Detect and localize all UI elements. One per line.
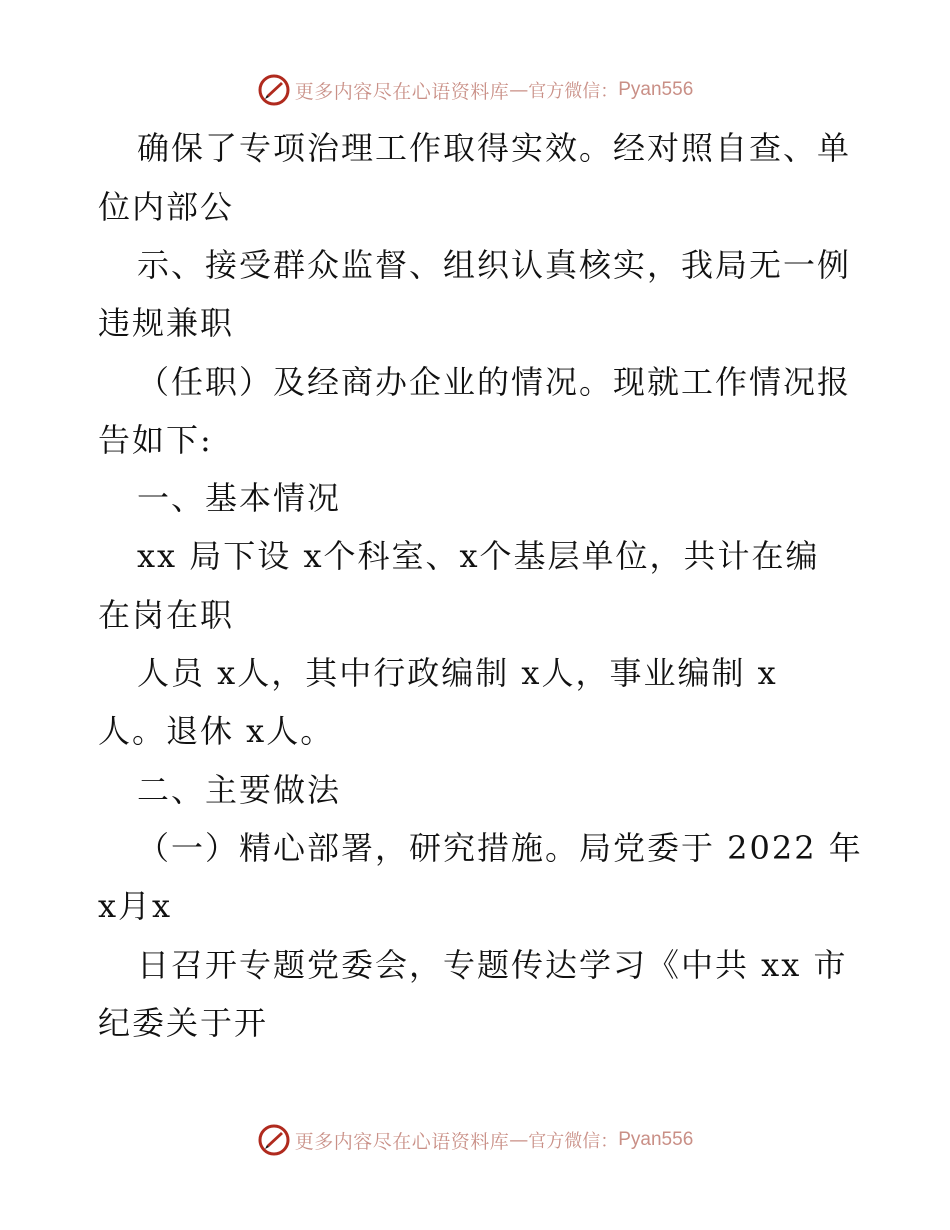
text-line: 人。退休 x人。	[98, 712, 335, 750]
banner-wechat-label: 官方微信：	[528, 81, 619, 102]
banner-dash: —	[509, 79, 529, 101]
logo-icon	[257, 1123, 291, 1157]
logo-icon	[257, 73, 291, 107]
text-line: 示、接受群众监督、组织认真核实，我局无一例	[137, 246, 852, 284]
banner-dash: —	[509, 1129, 529, 1151]
text-line: 违规兼职	[98, 304, 235, 342]
text-line: 确保了专项治理工作取得实效。经对照自查、单	[137, 129, 852, 167]
footer-banner	[0, 1120, 950, 1160]
banner-slogan: 更多内容尽在心语资料库	[294, 80, 510, 103]
text-line: 告如下:	[98, 421, 213, 459]
text-line: 位内部公	[98, 188, 235, 226]
banner-wechat-id: Pyan556	[618, 1129, 694, 1150]
text-line: 人员 x人，其中行政编制 x人，事业编制 x	[137, 654, 778, 692]
text-line: x月x	[98, 887, 173, 925]
banner-wechat-id: Pyan556	[618, 79, 694, 100]
banner-slogan: 更多内容尽在心语资料库	[294, 1130, 510, 1153]
text-line: 日召开专题党委会，专题传达学习《中共 xx 市	[137, 946, 848, 984]
header-banner	[0, 70, 950, 110]
text-line: 在岗在职	[98, 596, 235, 634]
banner-wechat-label: 官方微信：	[528, 1131, 619, 1152]
text-line: （任职）及经商办企业的情况。现就工作情况报	[137, 363, 852, 401]
text-line: xx 局下设 x个科室、x个基层单位，共计在编	[137, 537, 820, 575]
text-line: 纪委关于开	[98, 1004, 269, 1042]
section-heading: 一、基本情况	[137, 479, 342, 517]
section-heading: 二、主要做法	[137, 771, 342, 809]
text-line: （一）精心部署，研究措施。局党委于 2022 年	[137, 829, 863, 867]
